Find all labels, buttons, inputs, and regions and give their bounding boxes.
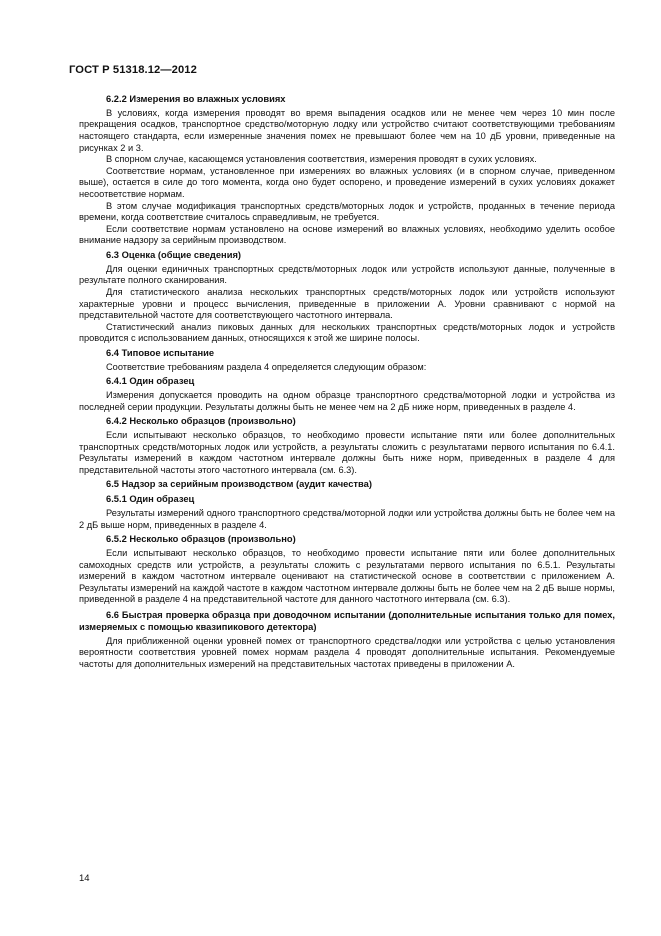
section-heading-6-5-1: 6.5.1 Один образец xyxy=(106,494,195,505)
section-heading-6-4: 6.4 Типовое испытание xyxy=(106,347,215,358)
paragraph: Измерения допускается проводить на одном образце транспортного средства/моторной лодки и устройства из последней серии продукции. Результаты должны быть не менее чем на 2 дБ ниже норм, приведенных в разделе 4. xyxy=(79,390,615,412)
section-heading-6-4-2: 6.4.2 Несколько образцов (произвольно) xyxy=(106,416,296,427)
paragraph: Для оценки единичных транспортных средств/моторных лодок или устройств используют данные, полученные в результате полного сканирования. xyxy=(79,263,615,286)
section-heading-6-6: 6.6 Быстрая проверка образца при доводочном испытании (дополнительные испытания только для помех, измеряемых с помощью квазипикового детектора) xyxy=(79,609,615,632)
section-heading-6-3: 6.3 Оценка (общие сведения) xyxy=(106,249,242,260)
paragraph: Результаты измерений одного транспортного средства/моторной лодки или устройства должны быть не более чем на 2 дБ выше норм, приведенных в разделе 4. xyxy=(79,508,615,530)
section-heading-6-4-1: 6.4.1 Один образец xyxy=(106,376,195,387)
document-body xyxy=(79,94,615,670)
paragraph: Если испытывают несколько образцов, то необходимо провести испытание пяти или более дополнительных транспортных средств/моторных лодок или устройств, а результаты сложить с результатами первого испытания по 6.4.1. Результаты измерений в каждом частотном интервале должны быть ниже норм, приведенных в разделе 4 для представительной частоты этого частотного интервала (см. 6.3). xyxy=(79,430,615,475)
paragraph: Статистический анализ пиковых данных для нескольких транспортных средств/моторных лодок и устройств проводится с использованием данных, относящихся к этой же ширине полосы. xyxy=(79,321,615,344)
paragraph: Для приближенной оценки уровней помех от транспортного средства/лодки или устройства с целью установления вероятности соответствия уровней помех нормам раздела 4 проводят дополнительные испытания. Рекомендуемые частоты для дополнительных измерений на представительных частотах приведены в приложении А. xyxy=(79,635,615,669)
paragraph: Соответствие требованиям раздела 4 определяется следующим образом: xyxy=(106,361,427,372)
paragraph: В спорном случае, касающемся установления соответствия, измерения проводят в сухих условиях. xyxy=(106,154,537,165)
document-header: ГОСТ Р 51318.12—2012 xyxy=(69,64,197,76)
paragraph: В этом случае модификация транспортных средств/моторных лодок и устройств, проданных в течение периода времени, когда соответствие считалось справедливым, не требуется. xyxy=(79,200,615,223)
paragraph: Если испытывают несколько образцов, то необходимо провести испытание пяти или более дополнительных самоходных средств или устройств, а результаты сложить с результатами первого испытания по 6.5.1. Результаты измерений в каждом частотном интервале оценивают на статистической основе в соответствии с приложением А. Результаты измерений на каждой частоте в каждом частотном интервале должны быть не более чем на 2 дБ выше нормы, приведенной в разделе 4 на представительной частоте для данного частотного интервала (см. 6.3). xyxy=(79,548,615,605)
section-heading-6-2-2: 6.2.2 Измерения во влажных условиях xyxy=(106,94,286,104)
paragraph: В условиях, когда измерения проводят во время выпадения осадков или не менее чем через 10 мин после прекращения осадков, транспортное средство/моторную лодку или устройство считают соответствующими требованиям настоящего стандарта, если измеренные значения помех не превышают более чем на 10 дБ уровни, приведенные на рисунках 2 и 3. xyxy=(79,107,615,153)
paragraph: Если соответствие нормам установлено на основе измерений во влажных условиях, необходимо уделить особое внимание надзору за серийным производством. xyxy=(79,223,615,246)
page-number: 14 xyxy=(79,873,90,884)
paragraph: Для статистического анализа нескольких транспортных средств/моторных лодок или устройств используют характерные уровни и процесс вычисления, приведенные в приложении А. Уровни сравнивают с нормой на представительной частоте для соответствующего частотного интервала. xyxy=(79,286,615,321)
section-heading-6-5-2: 6.5.2 Несколько образцов (произвольно) xyxy=(106,534,296,545)
section-heading-6-5: 6.5 Надзор за серийным производством (аудит качества) xyxy=(106,479,372,490)
paragraph: Соответствие нормам, установленное при измерениях во влажных условиях (и в спорном случае, приведенном выше), остается в силе до того момента, когда оно будет оспорено, и проведение измерений в сухих условиях докажет несоответствие нормам. xyxy=(79,165,615,199)
